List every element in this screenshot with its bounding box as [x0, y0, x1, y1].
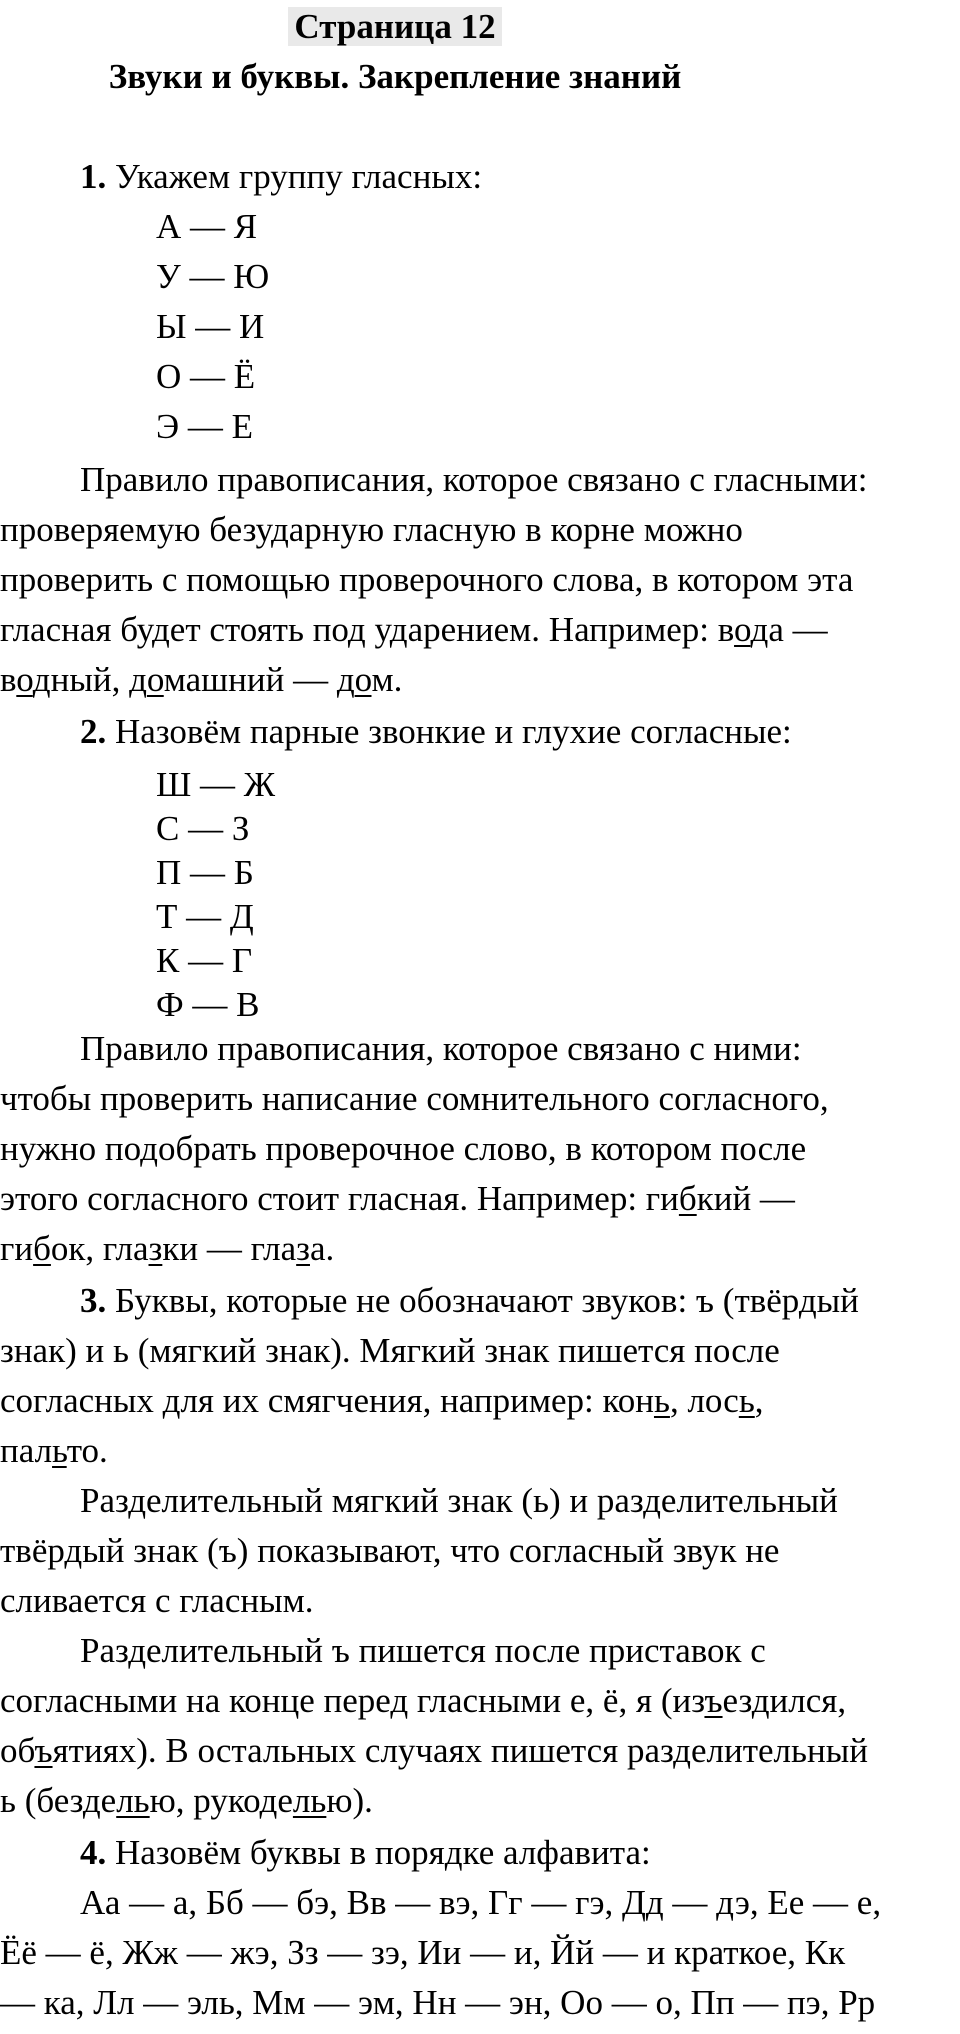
alphabet-line: — ка, Лл — эль, Мм — эм, Нн — эн, Оо — о, Пп — пэ, Рр — [0, 1983, 876, 2022]
task3-line — [0, 1376, 764, 1426]
text-segment: ги — [0, 1229, 34, 1268]
underlined-letter: ь — [52, 1431, 67, 1470]
consonant-pair: С — З — [156, 809, 250, 848]
task1-rule-line: проверить с помощью проверочного слова, в котором эта — [0, 560, 854, 599]
task1-rule-line — [0, 605, 828, 655]
vowel-pair: О — Ё — [156, 357, 256, 396]
task1-rule-line: проверяемую безударную гласную в корне можно — [0, 510, 743, 549]
underlined-letter: ъ — [34, 1731, 53, 1770]
underlined-letter: о — [734, 610, 751, 649]
task4-intro — [80, 1828, 651, 1878]
text-segment: в — [0, 660, 17, 699]
underlined-letter: о — [16, 660, 33, 699]
text-segment: ки — гла — [162, 1229, 297, 1268]
task2-number: 2. — [80, 712, 107, 751]
task3-para2-line: сливается с гласным. — [0, 1581, 314, 1620]
text-segment: дный, д — [32, 660, 147, 699]
text-segment: да — — [750, 610, 828, 649]
underlined-letter: о — [146, 660, 164, 699]
text-segment: , — [754, 1381, 764, 1420]
underlined-letter: з — [296, 1229, 310, 1268]
page-label — [0, 2, 790, 52]
text-segment: согласными на конце перед гласными е, ё, я (из — [0, 1681, 705, 1720]
task3-number: 3. — [80, 1281, 107, 1320]
underlined-letter: б — [678, 1179, 697, 1218]
task3-line: знак) и ь (мягкий знак). Мягкий знак пишется после — [0, 1331, 780, 1370]
underlined-letter: ль — [292, 1781, 327, 1820]
text-segment: ь (безде — [0, 1781, 117, 1820]
page-label-text: Страница 12 — [288, 7, 501, 46]
vowel-pair: А — Я — [156, 207, 258, 246]
task1-rule-line — [0, 655, 402, 705]
consonant-pair: Т — Д — [156, 897, 254, 936]
vowel-pair: Э — Е — [156, 407, 253, 446]
consonant-pair: К — Г — [156, 941, 253, 980]
consonant-pair: П — Б — [156, 853, 254, 892]
task2-rule-line — [0, 1174, 795, 1224]
text-segment: ю). — [326, 1781, 373, 1820]
task3-para2-line: Разделительный мягкий знак (ь) и разделительный — [80, 1481, 838, 1520]
text-segment: то. — [66, 1431, 108, 1470]
text-segment: м. — [371, 660, 403, 699]
text-segment: Буквы, которые не обозначают звуков: ъ (твёрдый — [106, 1281, 859, 1320]
text-segment: , лос — [669, 1381, 739, 1420]
task2-rule-line: чтобы проверить написание сомнительного согласного, — [0, 1079, 829, 1118]
task1-number: 1. — [80, 157, 107, 196]
underlined-letter: ь — [738, 1381, 755, 1420]
task4-number: 4. — [80, 1833, 107, 1872]
text-segment: машний — д — [163, 660, 355, 699]
vowel-pair: Ы — И — [156, 307, 265, 346]
underlined-letter: з — [148, 1229, 163, 1268]
task2-intro-text: Назовём парные звонкие и глухие согласные: — [106, 712, 792, 751]
text-segment: ятиях). В остальных случаях пишется разделительный — [52, 1731, 868, 1770]
vowel-pair: У — Ю — [156, 257, 270, 296]
task2-rule-line — [0, 1224, 334, 1274]
text-segment: ю, рукоде — [149, 1781, 293, 1820]
task2-intro — [80, 707, 792, 757]
task3-para3-line — [0, 1676, 846, 1726]
text-segment: гласная будет стоять под ударением. Например: в — [0, 610, 735, 649]
task2-rule-line: Правило правописания, которое связано с ними: — [80, 1029, 802, 1068]
text-segment: этого согласного стоит гласная. Например: ги — [0, 1179, 679, 1218]
task3-para3-line — [0, 1726, 868, 1776]
task3-para2-line: твёрдый знак (ъ) показывают, что согласный звук не — [0, 1531, 780, 1570]
consonant-pair: Ш — Ж — [156, 765, 276, 804]
task1-rule-line: Правило правописания, которое связано с гласными: — [80, 460, 868, 499]
underlined-letter: б — [33, 1229, 51, 1268]
text-segment: а. — [309, 1229, 335, 1268]
text-segment: кий — — [696, 1179, 795, 1218]
text-segment: ок, гла — [50, 1229, 149, 1268]
alphabet-line: Ёё — ё, Жж — жэ, Зз — зэ, Ии — и, Йй — и краткое, Кк — [0, 1933, 846, 1972]
text-segment: согласных для их смягчения, например: кон — [0, 1381, 654, 1420]
task3-para3-line — [0, 1776, 373, 1826]
underlined-letter: ь — [653, 1381, 670, 1420]
text-segment: об — [0, 1731, 35, 1770]
task4-intro-text: Назовём буквы в порядке алфавита: — [106, 1833, 651, 1872]
page-title: Звуки и буквы. Закрепление знаний — [108, 57, 682, 96]
text-segment: ездился, — [722, 1681, 847, 1720]
task3-line — [80, 1276, 859, 1326]
consonant-pair: Ф — В — [156, 985, 260, 1024]
underlined-letter: ль — [116, 1781, 150, 1820]
task2-rule-line: нужно подобрать проверочное слово, в котором после — [0, 1129, 807, 1168]
task1-intro — [80, 152, 482, 202]
task1-intro-text: Укажем группу гласных: — [106, 157, 483, 196]
text-segment: пал — [0, 1431, 53, 1470]
underlined-letter: ъ — [704, 1681, 723, 1720]
task3-line — [0, 1426, 108, 1476]
alphabet-line: Аа — а, Бб — бэ, Вв — вэ, Гг — гэ, Дд — дэ, Ее — е, — [80, 1883, 882, 1922]
task3-para3-line: Разделительный ъ пишется после приставок с — [80, 1631, 766, 1670]
underlined-letter: о — [354, 660, 372, 699]
